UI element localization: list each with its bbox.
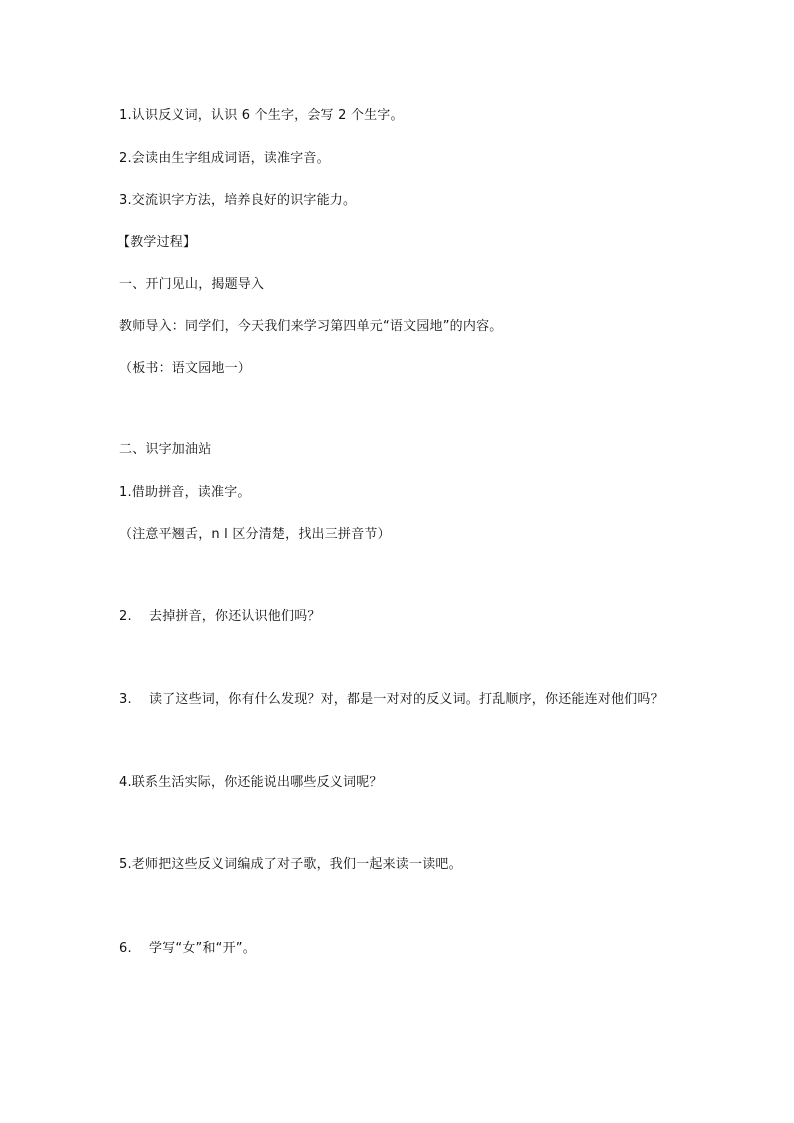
objective-1: 1.认识反义词，认识 6 个生字，会写 2 个生字。 [119,108,404,123]
step-6-number: 6. [119,941,132,956]
step-3 [119,692,664,708]
step-2 [119,609,321,625]
step-2-text: 去掉拼音，你还认识他们吗？ [149,609,321,624]
step-3-number: 3. [119,692,132,707]
section-2-title: 二、识字加油站 [119,442,212,457]
step-6 [119,941,256,957]
step-1-note: （注意平翘舌，n l 区分清楚，找出三拼音节） [119,527,391,542]
objective-2: 2.会读由生字组成词语，读准字音。 [119,151,330,166]
step-5: 5.老师把这些反义词编成了对子歌，我们一起来读一读吧。 [119,857,462,872]
section-1-intro: 教师导入：同学们，今天我们来学习第四单元“语文园地”的内容。 [119,319,503,334]
step-2-number: 2. [119,609,132,624]
step-3-text: 读了这些词，你有什么发现？对，都是一对对的反义词。打乱顺序，你还能连对他们吗？ [149,692,664,707]
objective-3: 3.交流识字方法，培养良好的识字能力。 [119,193,357,208]
section-1-board-note: （板书：语文园地一） [119,361,252,376]
step-4: 4.联系生活实际，你还能说出哪些反义词呢？ [119,775,383,790]
step-6-text: 学写“女”和“开”。 [149,941,256,956]
section-1-title: 一、开门见山，揭题导入 [119,277,265,292]
step-1: 1.借助拼音，读准字。 [119,485,251,500]
process-heading: 【教学过程】 [117,235,197,250]
